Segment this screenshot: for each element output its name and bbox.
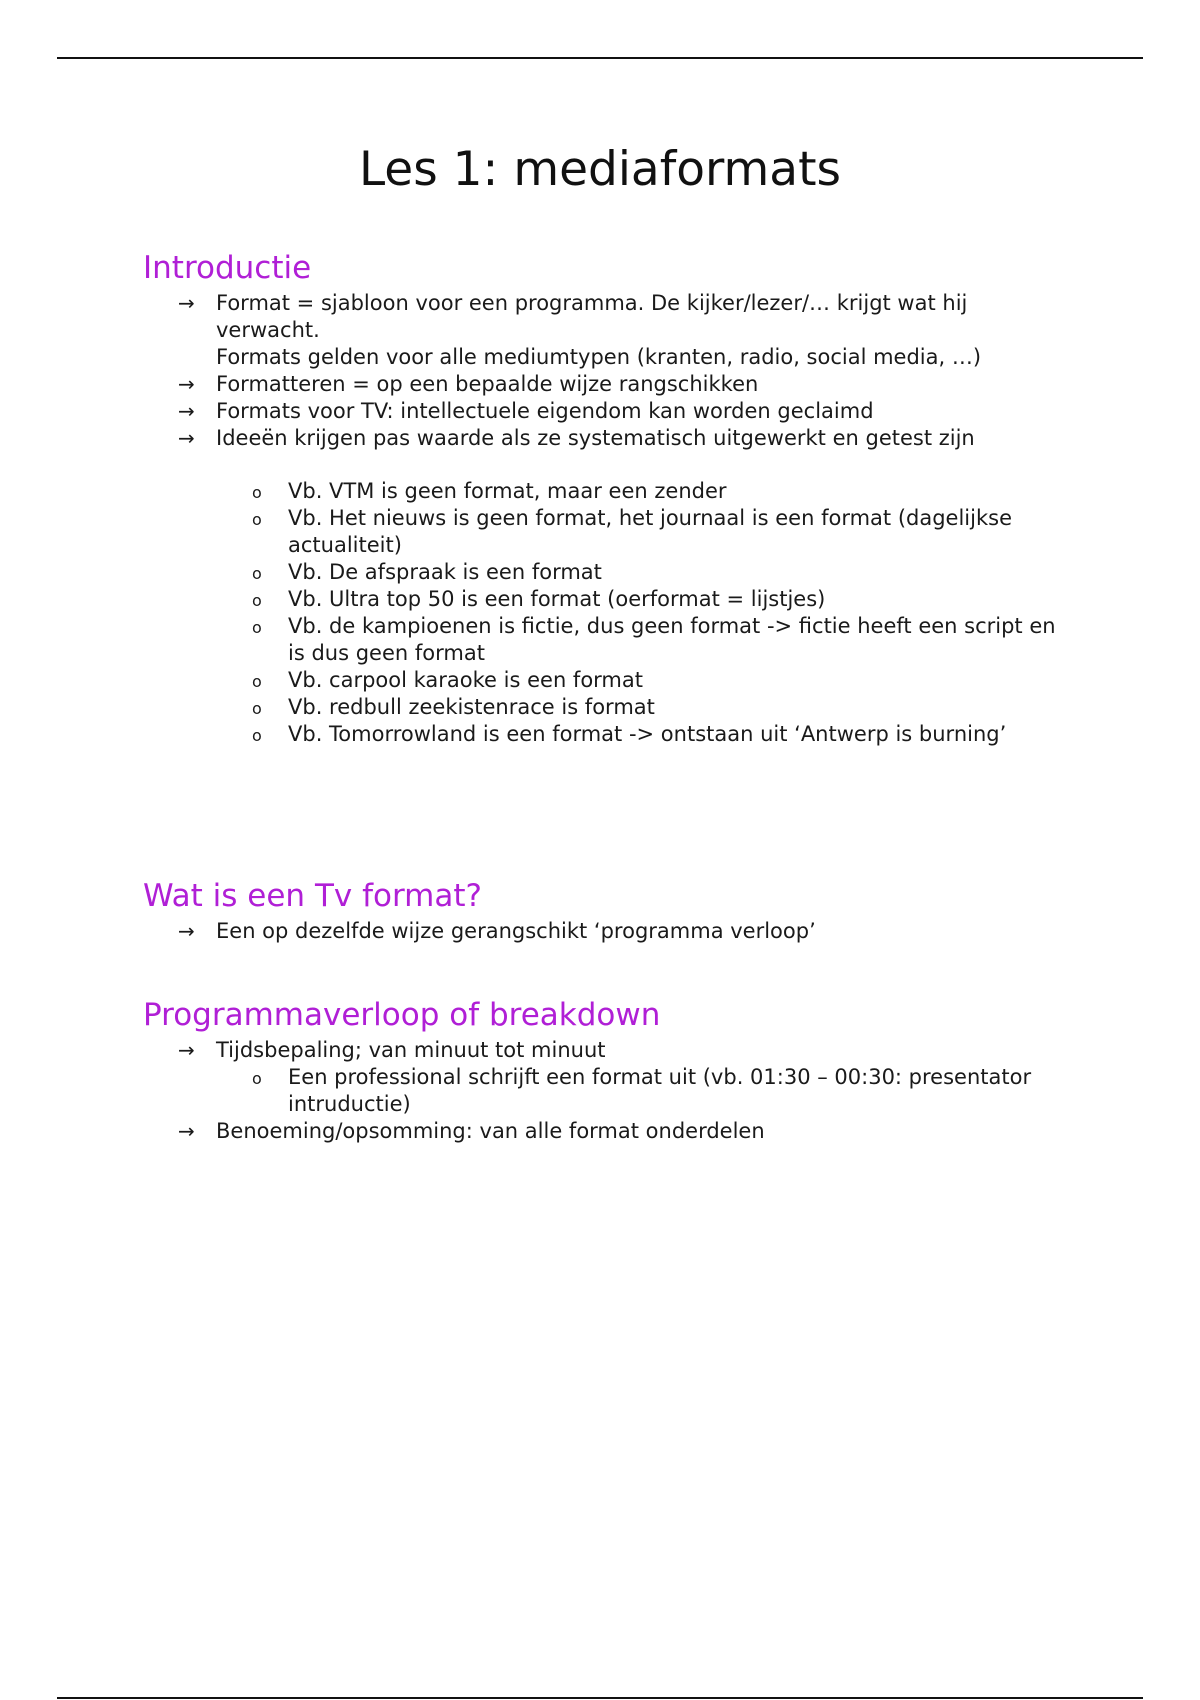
section-heading-introductie: Introductie (143, 250, 312, 286)
tv-format-list (0, 918, 1056, 945)
sub-list-item-text: Vb. redbull zeekistenrace is format (288, 695, 655, 719)
sub-list-item-text: Vb. Het nieuws is geen format, het journaal is een format (dagelijkse actualiteit) (288, 506, 1012, 557)
circle-bullet-icon: o (252, 1069, 262, 1088)
list-item (0, 398, 1056, 425)
section-heading-programmaverloop: Programmaverloop of breakdown (143, 997, 661, 1033)
sub-list-item (0, 1064, 1063, 1118)
sub-list-item (0, 721, 1063, 748)
sub-list-item-text: Vb. de kampioenen is fictie, dus geen format -> fictie heeft een script en is dus geen format (288, 614, 1056, 665)
sub-list-item-text: Vb. VTM is geen format, maar een zender (288, 479, 727, 503)
top-rule (57, 57, 1143, 59)
sub-list-item-text: Vb. Ultra top 50 is een format (oerformat = lijstjes) (288, 587, 826, 611)
introductie-list (0, 290, 1063, 748)
sub-list-item-text: Vb. carpool karaoke is een format (288, 668, 643, 692)
circle-bullet-icon: o (252, 726, 262, 745)
sub-list-item (0, 559, 1063, 586)
list-item (0, 1037, 1056, 1064)
list-item-text: Tijdsbepaling; van minuut tot minuut (216, 1038, 606, 1062)
bottom-rule (57, 1697, 1143, 1699)
page-title: Les 1: mediaformats (358, 142, 842, 197)
arrow-icon: → (178, 372, 195, 396)
circle-bullet-icon: o (252, 564, 262, 583)
list-item-text: Formatteren = op een bepaalde wijze rangschikken (216, 372, 759, 396)
list-item-text: Formats voor TV: intellectuele eigendom kan worden geclaimd (216, 399, 874, 423)
list-item-text: Ideeën krijgen pas waarde als ze systematisch uitgewerkt en getest zijn (216, 426, 975, 450)
circle-bullet-icon: o (252, 699, 262, 718)
programmaverloop-list (0, 1037, 1063, 1145)
circle-bullet-icon: o (252, 483, 262, 502)
arrow-icon: → (178, 399, 195, 423)
circle-bullet-icon: o (252, 618, 262, 637)
sub-list-item (0, 505, 1063, 559)
arrow-icon: → (178, 1119, 195, 1143)
list-item (0, 371, 1056, 398)
circle-bullet-icon: o (252, 672, 262, 691)
list-item-text: Format = sjabloon voor een programma. De kijker/lezer/… krijgt wat hij verwacht. (216, 291, 968, 342)
list-item-text: Benoeming/opsomming: van alle format onderdelen (216, 1119, 765, 1143)
sub-list-item-text: Vb. De afspraak is een format (288, 560, 602, 584)
list-item (0, 1118, 1056, 1145)
list-item (0, 918, 1056, 945)
sub-list-item (0, 478, 1063, 505)
circle-bullet-icon: o (252, 510, 262, 529)
arrow-icon: → (178, 919, 195, 943)
list-item-text: Een op dezelfde wijze gerangschikt ‘programma verloop’ (216, 919, 816, 943)
circle-bullet-icon: o (252, 591, 262, 610)
section-heading-tv-format: Wat is een Tv format? (143, 878, 482, 914)
spacer (0, 452, 1063, 478)
list-item (0, 425, 1056, 452)
sub-list-item (0, 694, 1063, 721)
sub-list-item-text: Vb. Tomorrowland is een format -> ontstaan uit ‘Antwerp is burning’ (288, 722, 1007, 746)
arrow-icon: → (178, 291, 195, 315)
sub-list-item (0, 613, 1063, 667)
sub-list-item (0, 667, 1063, 694)
list-item (0, 290, 1056, 344)
arrow-icon: → (178, 1038, 195, 1062)
sub-list-item (0, 586, 1063, 613)
arrow-icon: → (178, 426, 195, 450)
sub-list-item-text: Een professional schrijft een format uit (vb. 01:30 – 00:30: presentator intruductie) (288, 1065, 1032, 1116)
list-item-continuation: Formats gelden voor alle mediumtypen (kranten, radio, social media, …) (216, 345, 982, 369)
